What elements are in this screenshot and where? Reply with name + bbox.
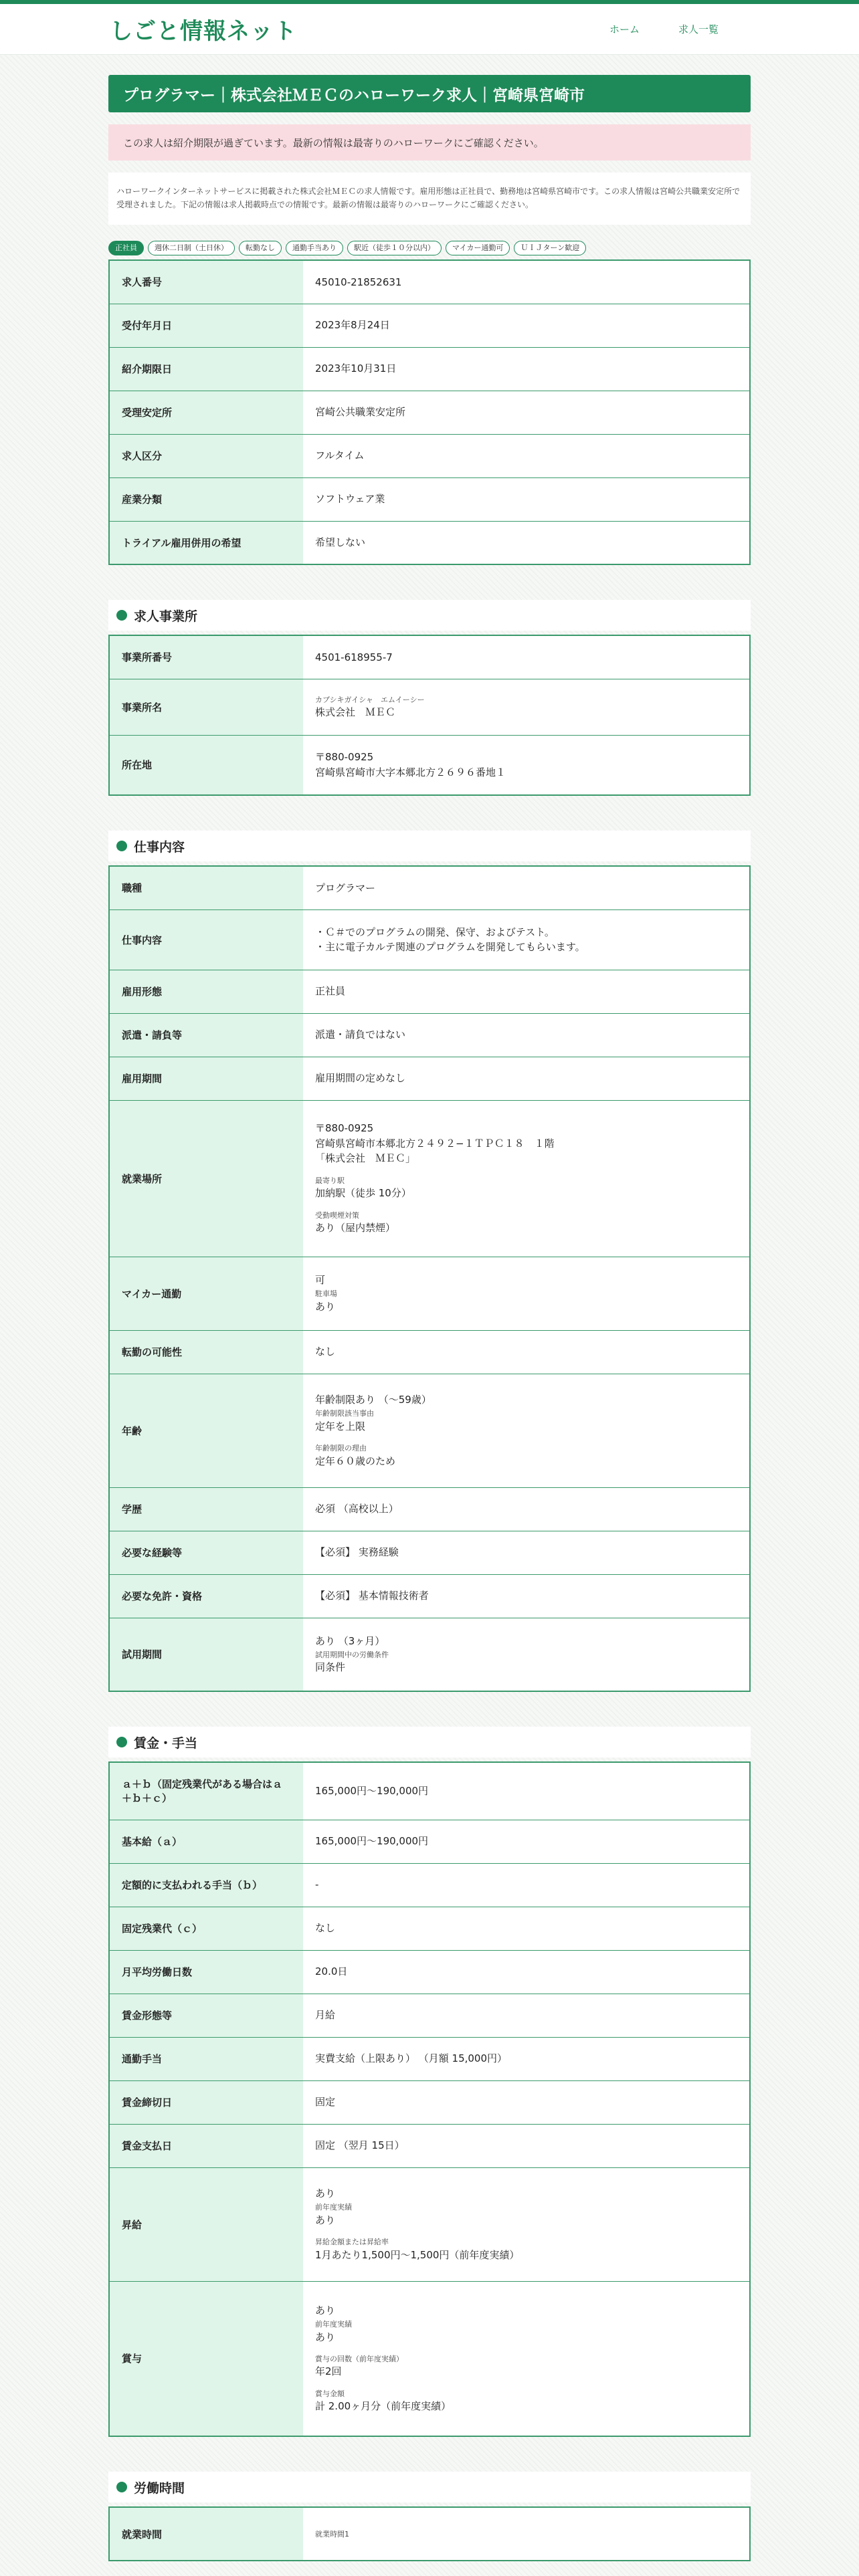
bullet-dot-icon xyxy=(116,841,127,851)
car-value: 可 xyxy=(315,1273,326,1286)
row-label: 求人区分 xyxy=(109,434,303,477)
row-value: 固定 （翌月 15日） xyxy=(303,2124,750,2167)
table-row xyxy=(109,2167,750,2281)
nav-job-list-link[interactable]: 求人一覧 xyxy=(678,23,719,35)
spacer xyxy=(315,2379,737,2387)
bonus-value: あり xyxy=(315,2304,336,2317)
nav-home-link[interactable]: ホーム xyxy=(609,23,640,35)
row-value xyxy=(303,1100,750,1257)
bonus-amount-value: 計 2.00ヶ月分（前年度実績） xyxy=(315,2400,452,2413)
table-row xyxy=(109,1863,750,1907)
row-label: 年齢 xyxy=(109,1374,303,1487)
row-label: 派遣・請負等 xyxy=(109,1013,303,1057)
section-heading-job xyxy=(108,831,751,861)
row-label: 雇用形態 xyxy=(109,970,303,1013)
row-label: 就業場所 xyxy=(109,1100,303,1257)
table-row xyxy=(109,2037,750,2080)
table-row xyxy=(109,1057,750,1100)
row-label: 産業分類 xyxy=(109,477,303,521)
age-reason-label: 年齢制限該当事由 xyxy=(315,1409,374,1418)
row-label: 基本給（ａ） xyxy=(109,1820,303,1863)
bonus-prev-value: あり xyxy=(315,2331,336,2343)
row-label: 転勤の可能性 xyxy=(109,1330,303,1374)
row-value: 【必須】 実務経験 xyxy=(303,1531,750,1574)
row-value: 実費支給（上限あり） （月額 15,000円） xyxy=(303,2037,750,2080)
table-row xyxy=(109,1618,750,1691)
bullet-dot-icon xyxy=(116,2482,127,2492)
row-label: 試用期間 xyxy=(109,1618,303,1691)
tag-item: ＵＩＪターン歓迎 xyxy=(514,241,586,255)
row-value xyxy=(303,2281,750,2436)
row-label: 受理安定所 xyxy=(109,391,303,434)
row-value xyxy=(303,2167,750,2281)
row-label: 賃金支払日 xyxy=(109,2124,303,2167)
row-value: なし xyxy=(303,1907,750,1950)
row-value: ソフトウェア業 xyxy=(303,477,750,521)
page-title: プログラマー｜株式会社ＭＥＣのハローワーク求人｜宮崎県宮崎市 xyxy=(108,75,751,112)
section-title: 賃金・手当 xyxy=(134,1735,198,1751)
row-value: 4501-618955-7 xyxy=(303,635,750,679)
table-row xyxy=(109,1100,750,1257)
row-label: 賃金締切日 xyxy=(109,2080,303,2124)
row-value: 20.0日 xyxy=(303,1950,750,1994)
row-value xyxy=(303,735,750,795)
row-label: マイカー通勤 xyxy=(109,1257,303,1330)
raise-amount-value: 1月あたり1,500円〜1,500円（前年度実績） xyxy=(315,2248,520,2261)
row-label: 通勤手当 xyxy=(109,2037,303,2080)
row-value xyxy=(303,2507,750,2561)
table-row xyxy=(109,1374,750,1487)
row-value: 固定 xyxy=(303,2080,750,2124)
spacer xyxy=(315,1434,737,1442)
row-label: 受付年月日 xyxy=(109,304,303,347)
main-nav xyxy=(609,22,719,36)
row-label: 定額的に支払われる手当（ｂ） xyxy=(109,1863,303,1907)
table-row xyxy=(109,521,750,564)
hours-table xyxy=(108,2506,751,2561)
row-value: 月給 xyxy=(303,1994,750,2037)
section-title: 仕事内容 xyxy=(134,839,185,855)
postal-code: 〒880-0925 xyxy=(315,1122,374,1135)
row-value: 2023年10月31日 xyxy=(303,347,750,391)
spacer xyxy=(315,2228,737,2236)
row-label: 賞与 xyxy=(109,2281,303,2436)
raise-amount-label: 昇給金額または昇給率 xyxy=(315,2238,389,2247)
basic-info-table xyxy=(108,259,751,565)
tag-item: マイカー通勤可 xyxy=(446,241,510,255)
row-label: 仕事内容 xyxy=(109,909,303,970)
work-address: 宮崎県宮崎市本郷北方２４９２−１ＴＰＣ１８ １階 xyxy=(315,1137,555,1150)
row-label: 必要な経験等 xyxy=(109,1531,303,1574)
table-row xyxy=(109,391,750,434)
row-value: 必須 （高校以上） xyxy=(303,1487,750,1531)
station-value: 加納駅（徒歩 10分） xyxy=(315,1187,411,1200)
expired-alert: この求人は紹介期限が過ぎています。最新の情報は最寄りのハローワークにご確認ください。 xyxy=(108,124,751,160)
intro-text: ハローワークインターネットサービスに掲載された株式会社ＭＥＣの求人情報です。雇用形態は正社員で、勤務地は宮崎県宮崎市です。この求人情報は宮崎公共職業安定所で受理されました。下記の情報は求人掲載時点での情報です。最新の情報は最寄りのハローワークにご確認ください。 xyxy=(108,173,751,225)
work-company: 「株式会社 ＭＥＣ」 xyxy=(315,1152,416,1165)
row-label: 紹介期限日 xyxy=(109,347,303,391)
table-row xyxy=(109,1531,750,1574)
section-heading-hours xyxy=(108,2472,751,2502)
row-label: 必要な免許・資格 xyxy=(109,1574,303,1618)
station-label: 最寄り駅 xyxy=(315,1176,345,1185)
section-title: 求人事業所 xyxy=(134,609,198,624)
row-value: 希望しない xyxy=(303,521,750,564)
table-row xyxy=(109,1762,750,1820)
trial-cond-value: 同条件 xyxy=(315,1661,346,1674)
tag-list xyxy=(108,241,751,255)
table-row xyxy=(109,2281,750,2436)
table-row xyxy=(109,735,750,795)
row-value xyxy=(303,1618,750,1691)
row-label: 固定残業代（ｃ） xyxy=(109,1907,303,1950)
row-label: トライアル雇用併用の希望 xyxy=(109,521,303,564)
bullet-dot-icon xyxy=(116,610,127,621)
row-value: 2023年8月24日 xyxy=(303,304,750,347)
section-title: 労働時間 xyxy=(134,2480,185,2496)
row-label: 学歴 xyxy=(109,1487,303,1531)
row-label: ａ＋ｂ（固定残業代がある場合はａ＋ｂ＋ｃ） xyxy=(109,1762,303,1820)
table-row xyxy=(109,866,750,909)
table-row xyxy=(109,260,750,304)
table-row xyxy=(109,347,750,391)
postal-code: 〒880-0925 xyxy=(315,751,374,764)
row-value: 45010-21852631 xyxy=(303,260,750,304)
row-value: 派遣・請負ではない xyxy=(303,1013,750,1057)
raise-value: あり xyxy=(315,2187,336,2199)
spacer xyxy=(315,1166,737,1174)
table-row xyxy=(109,1994,750,2037)
raise-prev-value: あり xyxy=(315,2214,336,2226)
row-label: 職種 xyxy=(109,866,303,909)
table-row xyxy=(109,1257,750,1330)
row-label: 賃金形態等 xyxy=(109,1994,303,2037)
age-value: 年齢制限あり （～59歳） xyxy=(315,1393,432,1406)
row-label: 昇給 xyxy=(109,2167,303,2281)
trial-cond-label: 試用期間中の労働条件 xyxy=(315,1650,389,1660)
bullet-dot-icon xyxy=(116,1737,127,1747)
age-why-label: 年齢制限の理由 xyxy=(315,1444,367,1453)
work-hours-sub-label: 就業時間1 xyxy=(315,2530,349,2539)
section-heading-wage xyxy=(108,1727,751,1757)
spacer xyxy=(315,1201,737,1209)
row-value: 【必須】 基本情報技術者 xyxy=(303,1574,750,1618)
site-logo[interactable]: しごと情報ネット xyxy=(110,18,297,45)
row-label: 雇用期間 xyxy=(109,1057,303,1100)
tag-item: 週休二日制（土日休） xyxy=(148,241,235,255)
table-row xyxy=(109,1907,750,1950)
table-row xyxy=(109,970,750,1013)
row-value xyxy=(303,679,750,735)
bonus-times-label: 賞与の回数（前年度実績） xyxy=(315,2355,403,2364)
row-label: 事業所番号 xyxy=(109,635,303,679)
row-value: - xyxy=(303,1863,750,1907)
tag-item: 正社員 xyxy=(108,241,144,255)
row-value: プログラマー xyxy=(303,866,750,909)
job-content-line: ・主に電子カルテ関連のプログラムを開発してもらいます。 xyxy=(315,941,585,953)
bonus-times-value: 年2回 xyxy=(315,2365,342,2378)
office-table xyxy=(108,635,751,796)
row-label: 就業時間 xyxy=(109,2507,303,2561)
row-value: なし xyxy=(303,1330,750,1374)
row-value xyxy=(303,1374,750,1487)
spacer xyxy=(315,2345,737,2353)
office-name: 株式会社 ＭＥＣ xyxy=(315,706,396,719)
smoke-value: あり（屋内禁煙） xyxy=(315,1222,396,1235)
row-value xyxy=(303,909,750,970)
table-row xyxy=(109,477,750,521)
job-table xyxy=(108,865,751,1692)
table-row xyxy=(109,1487,750,1531)
row-label: 所在地 xyxy=(109,735,303,795)
table-row xyxy=(109,1820,750,1863)
table-row xyxy=(109,1013,750,1057)
tag-item: 転勤なし xyxy=(239,241,282,255)
table-row xyxy=(109,679,750,735)
table-row xyxy=(109,1950,750,1994)
row-value: フルタイム xyxy=(303,434,750,477)
row-label: 事業所名 xyxy=(109,679,303,735)
main-content xyxy=(108,55,751,2561)
parking-value: あり xyxy=(315,1300,336,1313)
table-row xyxy=(109,909,750,970)
tag-item: 通勤手当あり xyxy=(286,241,343,255)
bonus-amount-label: 賞与金額 xyxy=(315,2389,345,2398)
row-value: 雇用期間の定めなし xyxy=(303,1057,750,1100)
bonus-prev-label: 前年度実績 xyxy=(315,2320,352,2329)
office-address: 宮崎県宮崎市大字本郷北方２６９６番地１ xyxy=(315,766,506,778)
table-row xyxy=(109,2124,750,2167)
table-row xyxy=(109,304,750,347)
job-content-line: ・Ｃ＃でのプログラムの開発、保守、およびテスト。 xyxy=(315,926,555,938)
parking-label: 駐車場 xyxy=(315,1289,337,1299)
row-label: 月平均労働日数 xyxy=(109,1950,303,1994)
wage-table xyxy=(108,1761,751,2437)
site-header xyxy=(0,4,859,55)
raise-prev-label: 前年度実績 xyxy=(315,2203,352,2212)
row-value: 165,000円〜190,000円 xyxy=(303,1820,750,1863)
table-row xyxy=(109,2080,750,2124)
row-value: 宮崎公共職業安定所 xyxy=(303,391,750,434)
office-kana: カブシキガイシャ エムイーシー xyxy=(315,695,425,705)
row-label: 求人番号 xyxy=(109,260,303,304)
age-reason-value: 定年を上限 xyxy=(315,1420,366,1432)
table-row xyxy=(109,1330,750,1374)
row-value xyxy=(303,1257,750,1330)
table-row xyxy=(109,635,750,679)
table-row xyxy=(109,434,750,477)
section-heading-office xyxy=(108,600,751,631)
smoke-label: 受動喫煙対策 xyxy=(315,1210,359,1220)
trial-value: あり （3ヶ月） xyxy=(315,1634,385,1647)
tag-item: 駅近（徒歩１０分以内） xyxy=(347,241,442,255)
row-value: 正社員 xyxy=(303,970,750,1013)
table-row xyxy=(109,2507,750,2561)
table-row xyxy=(109,1574,750,1618)
age-why-value: 定年６０歳のため xyxy=(315,1455,396,1467)
row-value: 165,000円〜190,000円 xyxy=(303,1762,750,1820)
